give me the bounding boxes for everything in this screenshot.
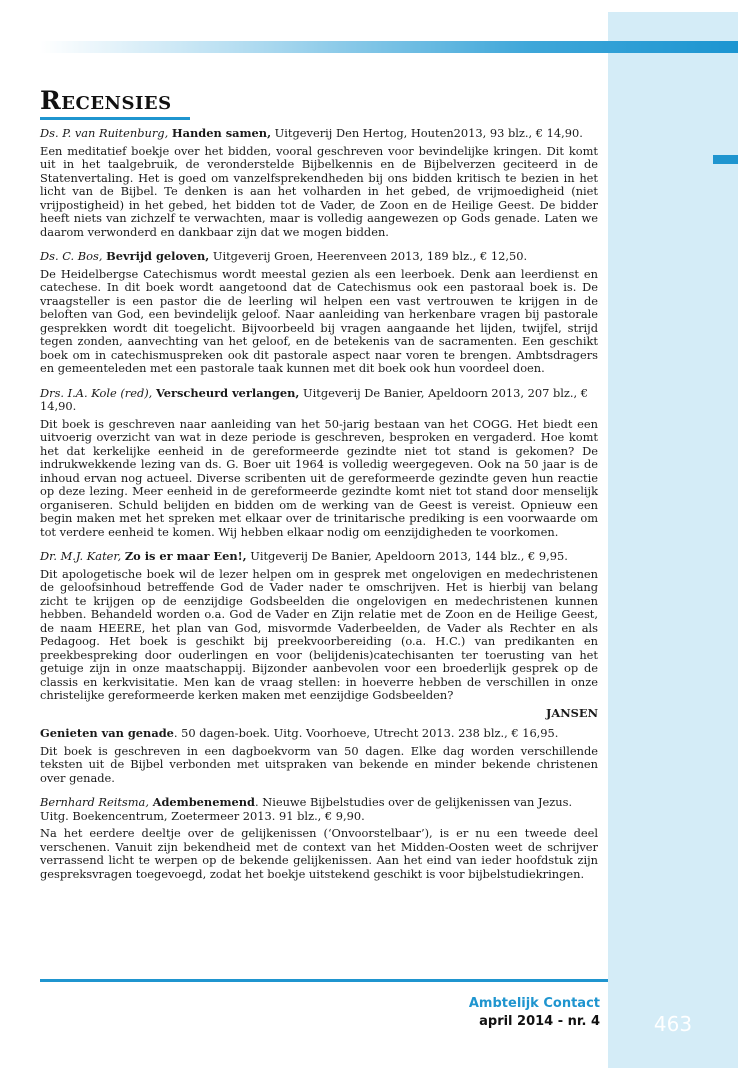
review-item	[40, 727, 598, 785]
section-header	[40, 85, 600, 120]
review-citation	[40, 727, 598, 741]
footer	[400, 995, 600, 1032]
review-citation	[40, 127, 598, 141]
review-body: Na het eerdere deeltje over de gelijkenissen (‘Onvoorstelbaar’), is er nu een tweede deel verschenen. Vanuit zijn bekendheid met de context van het Midden-Oosten weet de schrijver verrassend licht te werpen op de bekende gelijkenissen. Aan het eind van ieder hoofdstuk zijn gespreksvragen toegevoegd, zodat het boekje uitstekend geschikt is voor bijbelstudiekringen.	[40, 826, 598, 881]
review-item	[40, 127, 598, 239]
review-book-title: Genieten van genade	[40, 726, 174, 740]
review-publication: Uitgeverij De Banier, Apeldoorn 2013, 207 blz., € 14,90.	[40, 385, 589, 413]
side-band	[608, 12, 738, 1068]
review-body: Dit boek is geschreven in een dagboekvorm van 50 dagen. Elke dag worden verschillende teksten uit de Bijbel verbonden met uitspraken van bekende en minder bekende christenen over genade.	[40, 743, 598, 785]
review-body: De Heidelbergse Catechismus wordt meestal gezien als een leerboek. Denk aan leerdienst en catechese. In dit boek wordt aangetoond dat de Catechismus ook een pastoraal boek is. De vraagsteller is een pastor die de leerling wil helpen een vast vertrouwen te krijgen in de beloften van God, een bevindelijk geloof. Naar aanleiding van herkenbare vragen bij pastorale gesprekken wordt dit toegelicht. Bijvoorbeeld bij vragen aangaande het lijden, twijfel, strijd tegen zonden, aanvechting van het geloof, en de betekenis van de sacramenten. Een geschikt boek om in catechismuspreken ook dit pastorale aspect naar voren te brengen. Ambtsdragers en gemeenteleden met een pastorale taak kunnen met dit boek ook hun voordeel doen.	[40, 266, 598, 375]
journal-name: Ambtelijk Contact	[468, 996, 600, 1011]
review-citation	[40, 550, 598, 564]
review-citation	[40, 796, 598, 823]
review-publication: Uitgeverij Groen, Heerenveen 2013, 189 blz., € 12,50.	[209, 249, 528, 263]
review-citation	[40, 250, 598, 264]
review-item	[40, 796, 598, 881]
review-author: Ds. C. Bos,	[40, 249, 103, 263]
page-number: 463	[653, 1012, 693, 1036]
review-publication: Uitgeverij Den Hertog, Houten2013, 93 blz., € 14,90.	[271, 126, 583, 140]
review-body: Dit boek is geschreven naar aanleiding van het 50-jarig bestaan van het COGG. Het biedt een uitvoerig overzicht van wat in deze periode is geschreven, besproken en vergaderd. Hoe komt het dat kerkelijke eenheid in de gereformeerde gezindte niet tot stand is gekomen? De indrukwekkende lezing van ds. G. Boer uit 1964 is volledig weergegeven. Ook na 50 jaar is de inhoud ervan nog actueel. Diverse scribenten uit de gereformeerde gezindte geven hun reactie op deze lezing. Meer eenheid in de gereformeerde gezindte komt niet tot stand door menselijk organiseren. Schuld belijden en bidden om de werking van de Geest is vereist. Opnieuw een begin maken met het spreken met elkaar over de trinitarische prediking is een voorwaarde om tot verdere eenheid te komen. Wij hebben elkaar nodig om eenzijdigheden te voorkomen.	[40, 416, 598, 539]
review-author: Ds. P. van Ruitenburg,	[40, 126, 169, 140]
review-book-title: Handen samen,	[171, 126, 272, 140]
review-book-title: Verscheurd verlangen,	[155, 385, 300, 400]
review-author: Bernhard Reitsma,	[40, 795, 149, 809]
review-body: Een meditatief boekje over het bidden, vooral geschreven voor bevindelijke kringen. Dit komt uit in het taalgebruik, de veronderstelde Bijbelkennis en de Bijbelverzen geciteerd in de Statenvertaling. Het is goed om vanzelfsprekendheden bij ons bidden kritisch te bezien in het licht van de Bijbel. Te denken is aan het volharden in het gebed, de vrijmoedigheid (niet vrijpostigheid) in het gebed, het bidden tot de Vader, de Zoon en de Heilige Geest. De bidder heeft niets van zichzelf te verwachten, maar is volledig aangewezen op Gods genade. Laten we daarom verwonderd en dankbaar zijn dat we mogen bidden.	[40, 143, 598, 239]
review-publication: . Nieuwe Bijbelstudies over de gelijkenissen van Jezus. Uitg. Boekencentrum, Zoetermeer 2013. 91 blz., € 9,90.	[40, 795, 573, 823]
top-gradient-bar	[40, 41, 738, 53]
review-book-title: Adembenemend	[152, 795, 255, 809]
section-title: Recensies	[40, 86, 172, 115]
review-book-title: Bevrijd geloven,	[106, 249, 210, 263]
review-publication: Uitgeverij De Banier, Apeldoorn 2013, 144 blz., € 9,95.	[246, 549, 568, 563]
footer-rule	[40, 979, 608, 982]
review-publication: . 50 dagen-boek. Uitg. Voorhoeve, Utrecht 2013. 238 blz., € 16,95.	[173, 726, 559, 740]
review-item	[40, 550, 598, 703]
review-item	[40, 250, 598, 376]
review-body: Dit apologetische boek wil de lezer helpen om in gesprek met ongelovigen en medechristenen de geloofsinhoud betreffende God de Vader nader te omschrijven. Het is hierbij van belang zicht te krijgen op de eenzijdige Godsbeelden die ongelovigen en medechristenen kunnen hebben. Behandeld worden o.a. God de Vader en Zijn relatie met de Zoon en de Heilige Geest, de naam HEERE, het plan van God, misvormde Vaderbeelden, de Vader als Rechter en als Pedagoog. Het boek is geschikt bij preekvoorbereiding (o.a. H.C.) van predikanten en preekbespreking door ouderlingen en voor (belijdenis)catechisanten ter toerusting van het getuige zijn in onze maatschappij. Bijzonder aanbevolen voor een broederlijk gesprek op de classis en kerkvisitatie. Men kan de vraag stellen: in hoeverre hebben de verschillen in onze christelijke gereformeerde kerken maken met eenzijdige Godsbeelden?	[40, 566, 598, 702]
review-author: Drs. I.A. Kole (red),	[40, 385, 153, 400]
review-author: Dr. M.J. Kater,	[40, 549, 122, 563]
side-tab-marker	[713, 155, 738, 164]
review-book-title: Zo is er maar Een!,	[124, 549, 247, 563]
reviews-content	[40, 127, 598, 892]
issue-info: april 2014 - nr. 4	[479, 1014, 600, 1029]
reviewer-signature: JANSEN	[546, 705, 598, 720]
review-item	[40, 387, 598, 540]
title-underline	[40, 117, 190, 120]
review-citation	[40, 387, 598, 414]
